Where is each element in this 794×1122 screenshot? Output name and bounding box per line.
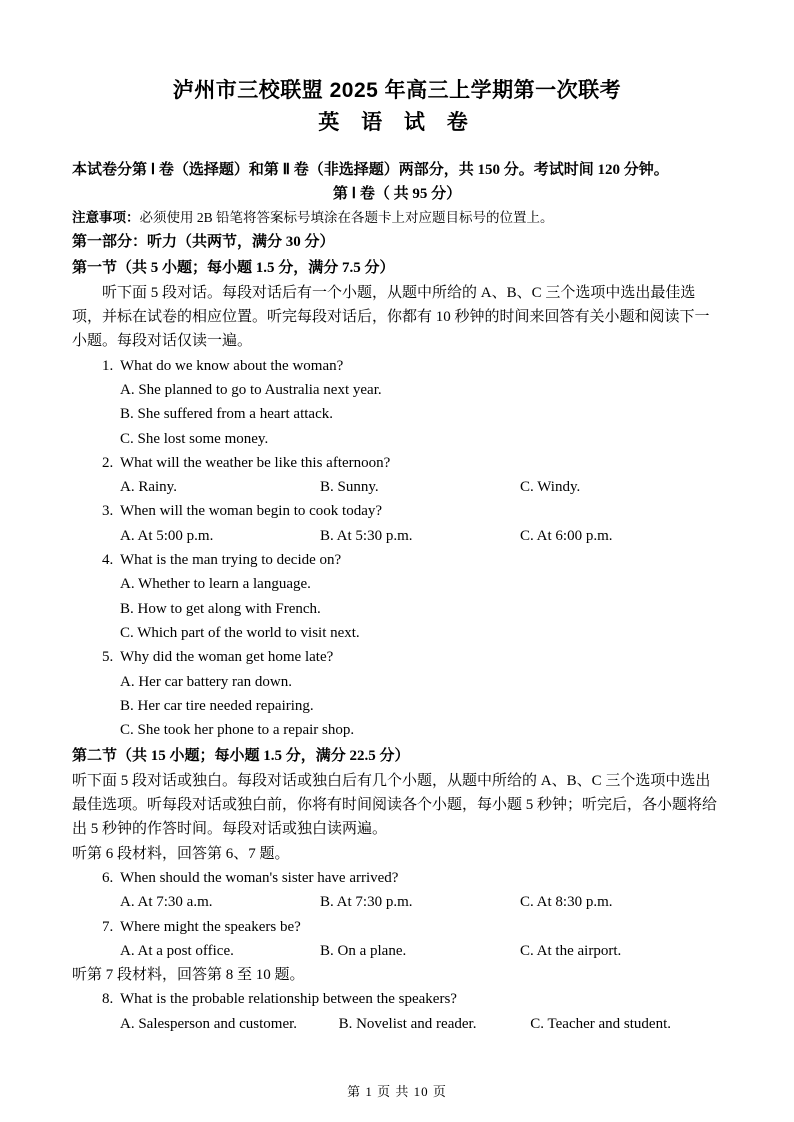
part1-section2-heading: 第二节（共 15 小题；每小题 1.5 分，满分 22.5 分） xyxy=(72,748,410,765)
part1-heading: 第一部分：听力（共两节，满分 30 分） xyxy=(72,234,335,251)
question-number: 8. xyxy=(102,991,114,1008)
question-text: What do we know about the woman? xyxy=(120,357,344,374)
question-number: 2. xyxy=(102,454,114,471)
option-item[interactable]: B. On a plane. xyxy=(320,942,407,959)
question-stem xyxy=(72,915,722,939)
question-stem xyxy=(72,354,722,378)
page-title: 泸州市三校联盟 2025 年高三上学期第一次联考 xyxy=(172,79,622,102)
exam-info: 本试卷分第 Ⅰ 卷（选择题）和第 Ⅱ 卷（非选择题）两部分，共 150 分。考试时间 120 分钟。 xyxy=(72,162,669,178)
option-item[interactable]: B. She suffered from a heart attack. xyxy=(120,406,333,423)
option-item[interactable]: C. She took her phone to a repair shop. xyxy=(120,722,355,739)
question-stem xyxy=(72,499,722,523)
option-row xyxy=(72,524,722,548)
page-footer: 第 1 页 共 10 页 xyxy=(347,1084,447,1099)
option-item[interactable]: A. She planned to go to Australia next year. xyxy=(120,381,382,398)
part-one-title: 第 Ⅰ 卷（ 共 95 分） xyxy=(332,186,462,203)
option-row xyxy=(72,939,722,963)
part1-section2-instruction: 听下面 5 段对话或独白。每段对话或独白后有几个小题，从题中所给的 A、B、C 三个选项中选出最佳选项。听每段对话或独白前，你将有时间阅读各个小题，每小题 5 秒钟；听完后，各小题将给出 5 秒钟的作答时间。每段对话或独白读两遍。 xyxy=(72,772,718,838)
option-item[interactable]: A. Rainy. xyxy=(120,479,177,496)
notice-text: 必须使用 2B 铅笔将答案标号填涂在各题卡上对应题目标号的位置上。 xyxy=(139,209,554,225)
option-item[interactable]: B. At 7:30 p.m. xyxy=(320,894,413,911)
option-item[interactable]: A. At 5:00 p.m. xyxy=(120,527,214,544)
question-stem xyxy=(72,451,722,475)
question-number: 6. xyxy=(102,869,114,886)
option-item[interactable]: A. At 7:30 a.m. xyxy=(120,894,213,911)
question-number: 7. xyxy=(102,918,114,935)
option-item[interactable]: A. At a post office. xyxy=(120,942,234,959)
material-lead-7: 听第 7 段材料，回答第 8 至 10 题。 xyxy=(72,967,305,984)
question-text: What is the probable relationship between the speakers? xyxy=(120,991,457,1008)
page-subtitle: 英 语 试 卷 xyxy=(318,111,476,134)
option-item[interactable]: B. Novelist and reader. xyxy=(338,1015,477,1032)
option-item[interactable]: C. Teacher and student. xyxy=(530,1015,671,1032)
option-item[interactable]: B. At 5:30 p.m. xyxy=(320,527,413,544)
question-text: What is the man trying to decide on? xyxy=(120,552,342,569)
option-item[interactable]: B. Her car tire needed repairing. xyxy=(120,697,314,714)
notice-label: 注意事项： xyxy=(72,209,140,225)
question-text: When will the woman begin to cook today? xyxy=(120,503,383,520)
option-item[interactable]: C. Which part of the world to visit next. xyxy=(120,624,360,641)
question-stem xyxy=(72,987,722,1011)
option-row xyxy=(72,475,722,499)
option-row xyxy=(72,1012,722,1036)
material-lead-6: 听第 6 段材料，回答第 6、7 题。 xyxy=(72,845,290,862)
part1-section1-instruction: 听下面 5 段对话。每段对话后有一个小题，从题中所给的 A、B、C 三个选项中选出最佳选项，并标在试卷的相应位置。听完每段对话后，你都有 10 秒钟的时间来回答有关小题和阅读下一小题。每段对话仅读一遍。 xyxy=(72,284,710,350)
question-stem xyxy=(72,866,722,890)
option-item[interactable]: A. Her car battery ran down. xyxy=(120,673,293,690)
question-text: Where might the speakers be? xyxy=(120,918,301,935)
question-text: Why did the woman get home late? xyxy=(120,649,334,666)
option-row xyxy=(72,890,722,914)
option-item[interactable]: C. At 8:30 p.m. xyxy=(520,894,613,911)
option-item[interactable]: B. How to get along with French. xyxy=(120,600,321,617)
option-item[interactable]: C. At 6:00 p.m. xyxy=(520,527,613,544)
question-stem xyxy=(72,645,722,669)
question-number: 5. xyxy=(102,649,114,666)
question-number: 4. xyxy=(102,552,114,569)
option-item[interactable]: A. Whether to learn a language. xyxy=(120,576,311,593)
option-item[interactable]: C. She lost some money. xyxy=(120,430,269,447)
option-item[interactable]: C. Windy. xyxy=(520,479,581,496)
question-stem xyxy=(72,548,722,572)
part1-section1-heading: 第一节（共 5 小题；每小题 1.5 分，满分 7.5 分） xyxy=(72,260,395,277)
question-text: When should the woman's sister have arrived? xyxy=(120,869,399,886)
option-item[interactable]: B. Sunny. xyxy=(320,479,379,496)
question-number: 3. xyxy=(102,503,114,520)
option-item[interactable]: C. At the airport. xyxy=(520,942,622,959)
question-number: 1. xyxy=(102,357,114,374)
question-text: What will the weather be like this afternoon? xyxy=(120,454,391,471)
option-item[interactable]: A. Salesperson and customer. xyxy=(120,1015,298,1032)
notice xyxy=(72,207,722,229)
